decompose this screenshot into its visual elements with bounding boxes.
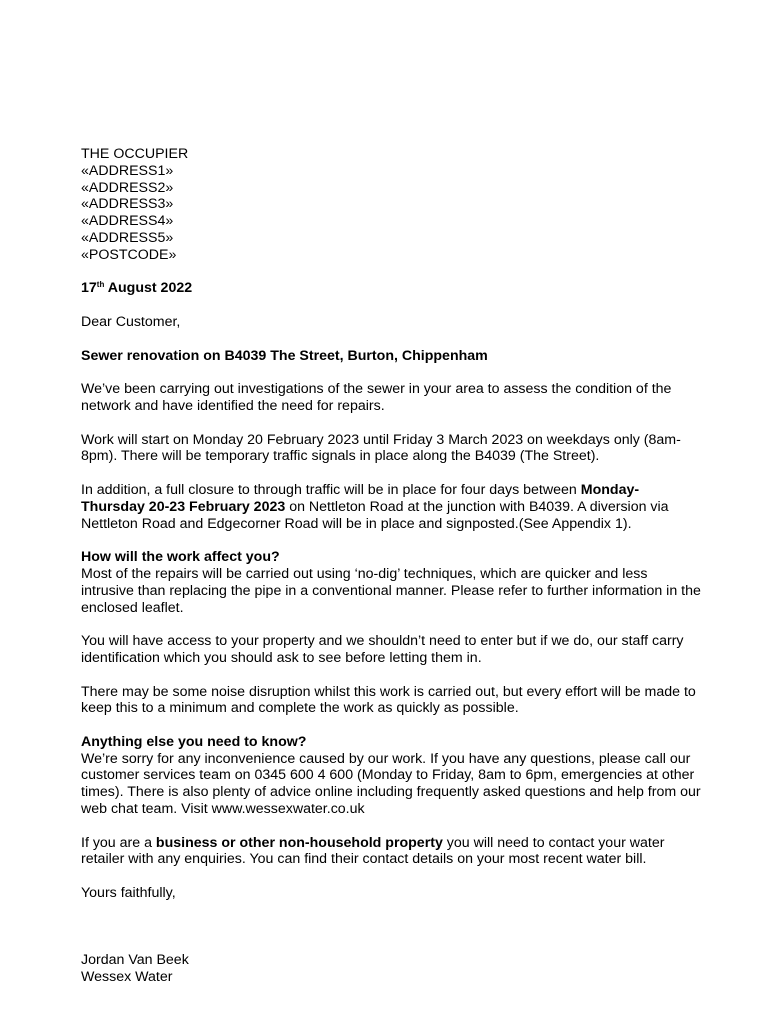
subject-line: Sewer renovation on B4039 The Street, Burton, Chippenham — [81, 347, 488, 364]
date-day: 17 — [81, 280, 97, 297]
section-heading-other: Anything else you need to know? — [81, 733, 307, 750]
paragraph-noise: There may be some noise disruption whilst this work is carried out, but every effort will be made to keep this to a minimum and complete the work as quickly as possible. — [81, 683, 696, 717]
closure-dates: Monday-Thursday 20-23 February 2023 — [81, 481, 640, 515]
signatory-company: Wessex Water — [81, 969, 173, 986]
date-suffix: th — [96, 280, 105, 290]
address-line: «ADDRESS2» — [81, 179, 174, 196]
business-text-after: you will need to contact your water retailer with any enquiries. You can find their contact details on your most recent water bill. — [81, 834, 665, 868]
salutation: Dear Customer, — [81, 313, 181, 330]
address-line: «ADDRESS1» — [81, 162, 174, 179]
address-line: «POSTCODE» — [81, 246, 177, 263]
paragraph-road-closure — [81, 482, 701, 532]
paragraph-access: You will have access to your property and we shouldn’t need to enter but if we do, our staff carry identification which you should ask to see before letting them in. — [81, 633, 684, 666]
closure-text-before: In addition, a full closure to through traffic will be in place for four days between — [81, 481, 581, 498]
letter — [81, 146, 701, 986]
paragraph-no-dig: Most of the repairs will be carried out using ‘no-dig’ techniques, which are quicker and less intrusive than replacing the pipe in a conventional manner. Please refer to further information in the enclosed leaflet. — [81, 565, 701, 616]
business-emphasis: business or other non-household property — [155, 834, 443, 851]
address-line: «ADDRESS5» — [81, 229, 174, 246]
paragraph-contact: We’re sorry for any inconvenience caused by our work. If you have any questions, please call our customer services team on 0345 600 4 600 (Monday to Friday, 8am to 6pm, emergencies at other times). There is also plenty of advice online including frequently asked questions and help from our web chat team. Visit www.wessexwater.co.uk — [81, 750, 701, 818]
paragraph-business — [81, 835, 701, 869]
closure-text-after: on Nettleton Road at the junction with B4039. A diversion via Nettleton Road and Edgecorner Road will be in place and signposted.(See Appendix 1). — [81, 498, 669, 532]
letter-date — [81, 280, 701, 297]
signatory-name: Jordan Van Beek — [81, 952, 189, 969]
closing: Yours faithfully, — [81, 885, 176, 902]
section-heading-impact: How will the work affect you? — [81, 549, 280, 566]
paragraph-work-dates: Work will start on Monday 20 February 2023 until Friday 3 March 2023 on weekdays only (8am-8pm). There will be temporary traffic signals in place along the B4039 (The Street). — [81, 431, 681, 465]
address-line: «ADDRESS3» — [81, 196, 174, 213]
paragraph-investigation: We’ve been carrying out investigations of the sewer in your area to assess the condition of the network and have identified the need for repairs. — [81, 381, 672, 414]
address-line: «ADDRESS4» — [81, 213, 174, 230]
business-text-before: If you are a — [81, 834, 156, 851]
address-line: THE OCCUPIER — [81, 146, 189, 162]
recipient-address — [81, 146, 701, 264]
signature-space — [81, 902, 701, 936]
date-rest: August 2022 — [104, 280, 193, 297]
